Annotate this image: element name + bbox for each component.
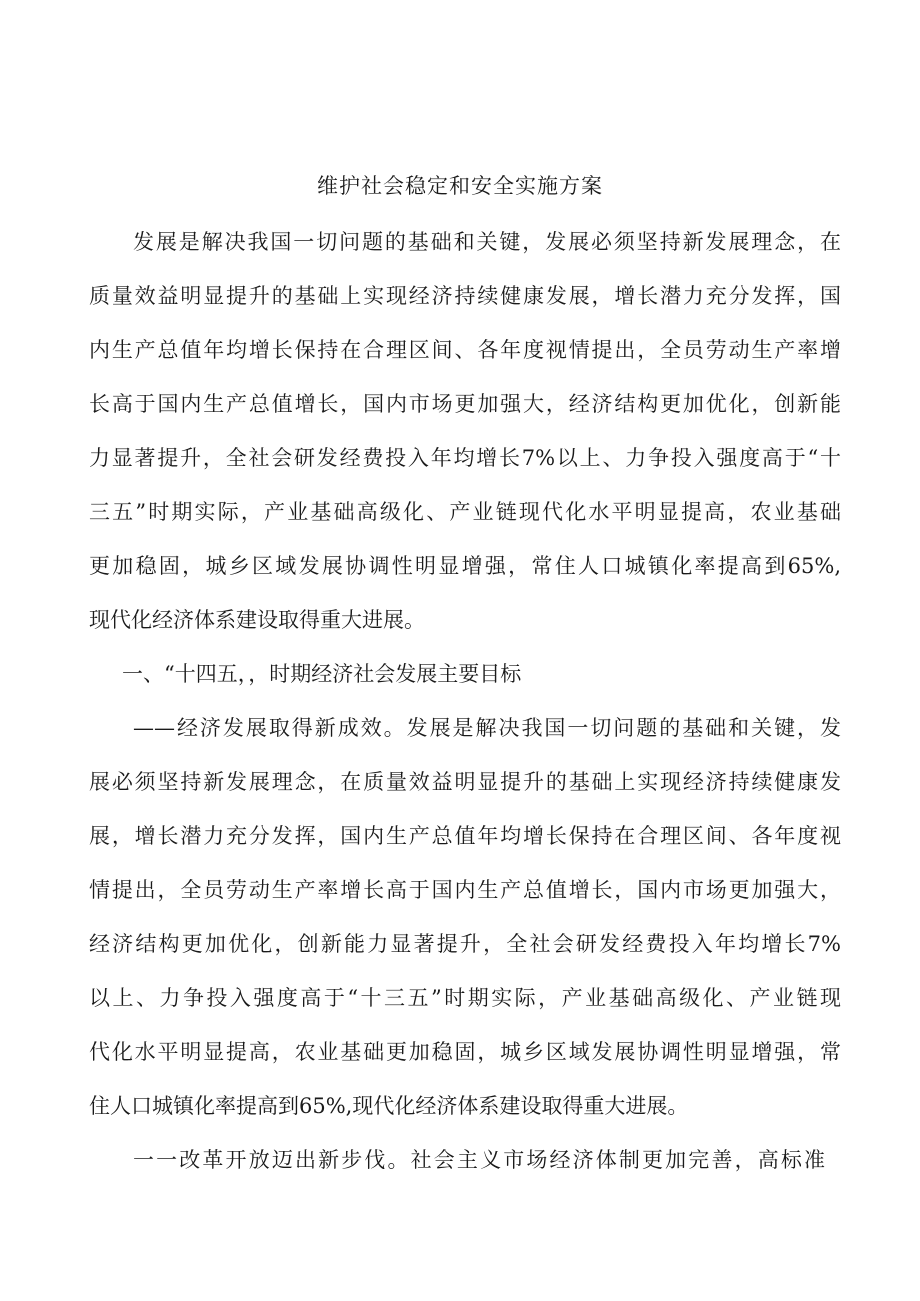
paragraph-2-line-3: 展，增长潜力充分发挥，国内生产总值年均增长保持在合理区间、各年度视: [89, 824, 841, 848]
paragraph-1-line-1: 发展是解决我国一切问题的基础和关键，发展必须坚持新发展理念，在: [133, 230, 841, 254]
paragraph-1-line-5: 力显著提升，全社会研发经费投入年均增长7%以上、力争投入强度高于“十: [89, 446, 841, 470]
document-title: 维护社会稳定和安全实施方案: [317, 174, 603, 198]
paragraph-2-line-4: 情提出，全员劳动生产率增长高于国内生产总值增长，国内市场更加强大，: [89, 878, 841, 902]
section-heading-1: 一、“十四五，，时期经济社会发展主要目标: [122, 662, 522, 686]
paragraph-1-line-2: 质量效益明显提升的基础上实现经济持续健康发展，增长潜力充分发挥，国: [89, 284, 841, 308]
paragraph-1-line-6: 三五”时期实际，产业基础高级化、产业链现代化水平明显提高，农业基础: [89, 500, 841, 524]
paragraph-2-line-1: ——经济发展取得新成效。发展是解决我国一切问题的基础和关键，发: [133, 716, 841, 740]
paragraph-1-line-3: 内生产总值年均增长保持在合理区间、各年度视情提出，全员劳动生产率增: [89, 338, 841, 362]
paragraph-2-line-2: 展必须坚持新发展理念，在质量效益明显提升的基础上实现经济持续健康发: [89, 770, 841, 794]
paragraph-1-line-4: 长高于国内生产总值增长，国内市场更加强大，经济结构更加优化，创新能: [89, 392, 841, 416]
paragraph-1-line-7: 更加稳固，城乡区域发展协调性明显增强，常住人口城镇化率提高到65%,: [89, 554, 841, 578]
paragraph-2-line-7: 代化水平明显提高，农业基础更加稳固，城乡区域发展协调性明显增强，常: [89, 1040, 841, 1064]
paragraph-2-line-6: 以上、力争投入强度高于“十三五”时期实际，产业基础高级化、产业链现: [89, 986, 841, 1010]
paragraph-3-line-1: 一一改革开放迈出新步伐。社会主义市场经济体制更加完善，高标准: [133, 1148, 825, 1172]
paragraph-2-line-5: 经济结构更加优化，创新能力显著提升，全社会研发经费投入年均增长7%: [89, 932, 841, 956]
paragraph-2-line-8: 住人口城镇化率提高到65%,现代化经济体系建设取得重大进展。: [89, 1094, 689, 1118]
paragraph-1-line-8: 现代化经济体系建设取得重大进展。: [89, 608, 425, 632]
